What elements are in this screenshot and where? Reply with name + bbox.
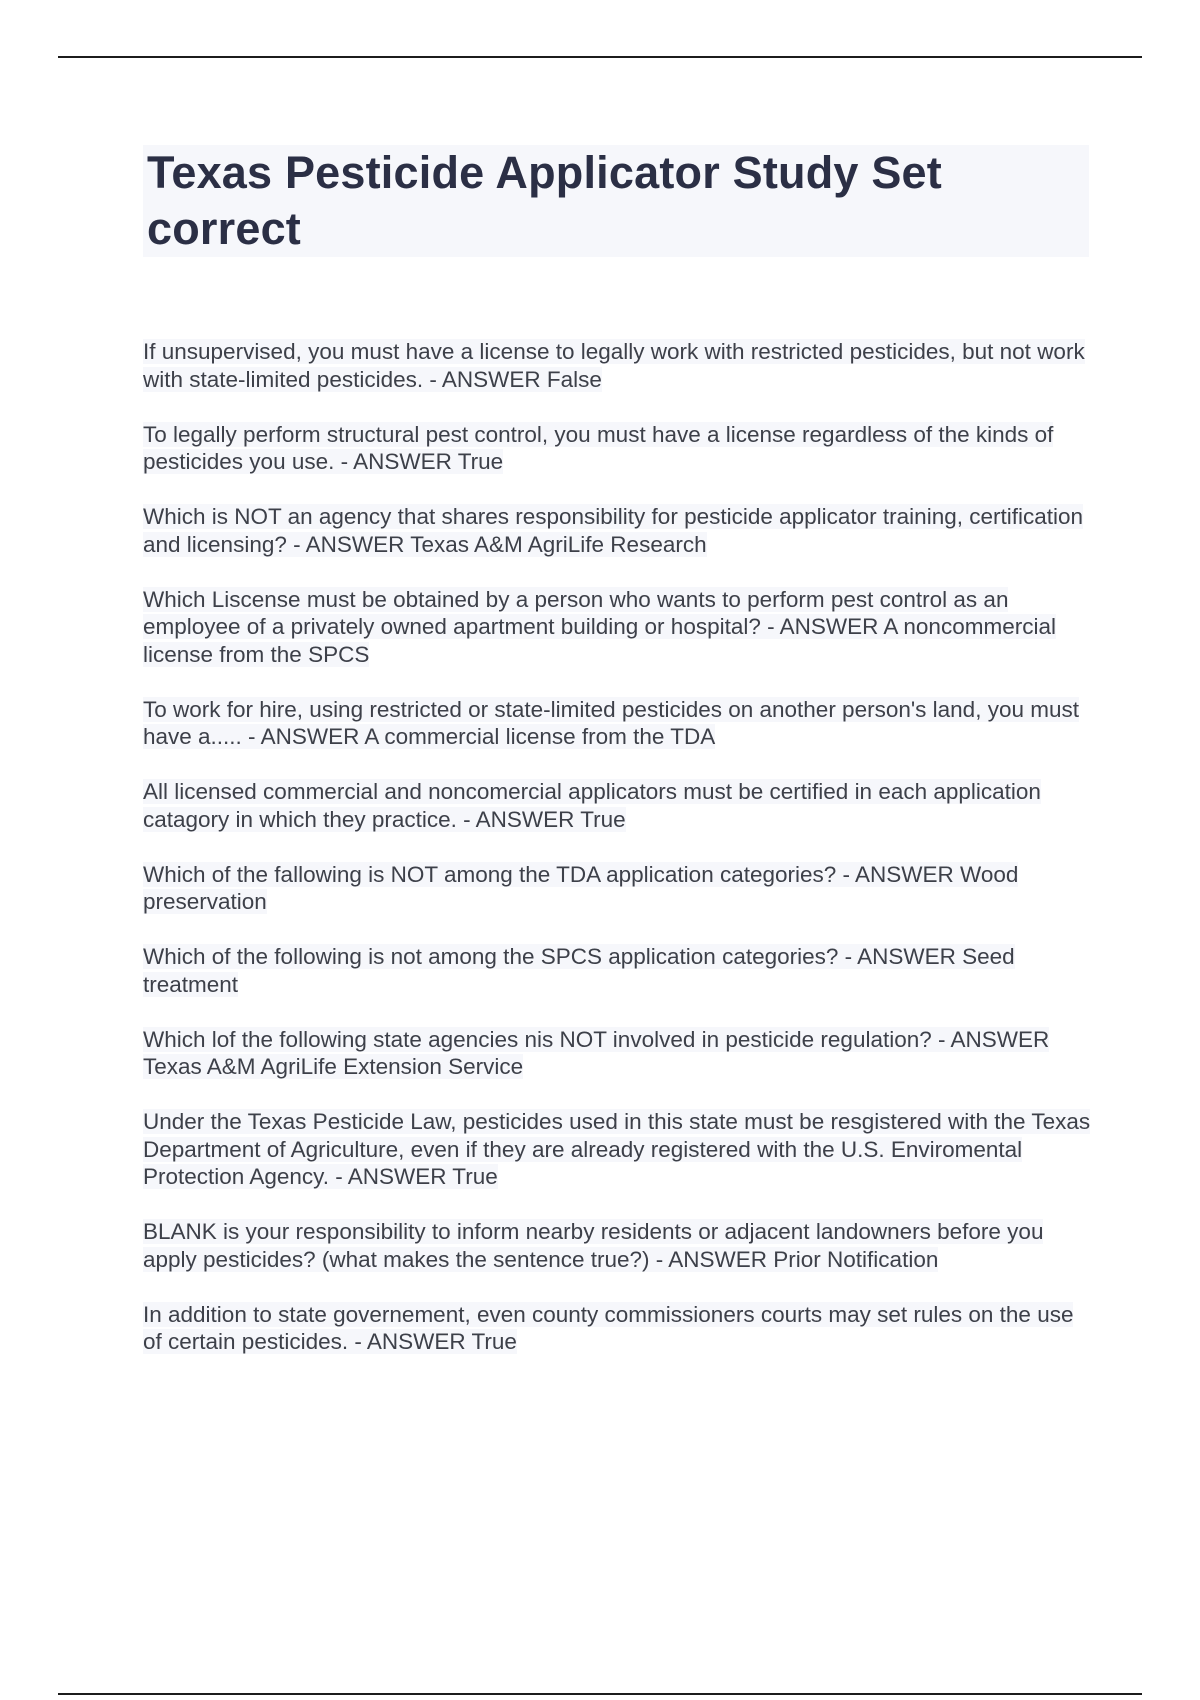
document-title: Texas Pesticide Applicator Study Set correct <box>147 147 942 254</box>
qa-item <box>143 338 1093 393</box>
bottom-rule <box>58 1693 1142 1695</box>
qa-list <box>143 338 1093 1383</box>
qa-item <box>143 503 1093 558</box>
qa-text: BLANK is your responsibility to inform nearby residents or adjacent landowners before you apply pesticides? (what makes the sentence true?) - ANSWER Prior Notification <box>143 1219 1044 1272</box>
qa-text: Under the Texas Pesticide Law, pesticides used in this state must be resgistered with the Texas Department of Agriculture, even if they are already registered with the U.S. Enviromental Protection Agency. - ANSWER True <box>143 1109 1091 1189</box>
qa-text: Which of the following is not among the SPCS application categories? - ANSWER Seed treatment <box>143 944 1015 997</box>
qa-text: All licensed commercial and noncomercial applicators must be certified in each application catagory in which they practice. - ANSWER True <box>143 779 1041 832</box>
qa-item <box>143 696 1093 751</box>
qa-item <box>143 421 1093 476</box>
qa-text: Which lof the following state agencies nis NOT involved in pesticide regulation? - ANSWER Texas A&M AgriLife Extension Service <box>143 1026 1050 1079</box>
qa-text: Which of the fallowing is NOT among the TDA application categories? - ANSWER Wood preservation <box>143 861 1019 914</box>
qa-text: If unsupervised, you must have a license to legally work with restricted pesticides, but not work with state-limited pesticides. - ANSWER False <box>143 339 1085 392</box>
qa-text: Which is NOT an agency that shares responsibility for pesticide applicator training, certification and licensing? - ANSWER Texas A&M AgriLife Research <box>143 504 1084 557</box>
qa-item <box>143 778 1093 833</box>
qa-text: In addition to state governement, even county commissioners courts may set rules on the use of certain pesticides. - ANSWER True <box>143 1301 1074 1354</box>
qa-text: To work for hire, using restricted or state-limited pesticides on another person's land, you must have a..... - ANSWER A commercial license from the TDA <box>143 696 1079 749</box>
qa-text: To legally perform structural pest control, you must have a license regardless of the kinds of pesticides you use. - ANSWER True <box>143 421 1054 474</box>
qa-item <box>143 943 1093 998</box>
qa-item <box>143 1218 1093 1273</box>
title-block <box>143 145 1089 257</box>
qa-item <box>143 1026 1093 1081</box>
top-rule <box>58 56 1142 58</box>
qa-item <box>143 1108 1093 1191</box>
qa-text: Which Liscense must be obtained by a person who wants to perform pest control as an employee of a privately owned apartment building or hospital? - ANSWER A noncommercial license from the SPCS <box>143 586 1056 667</box>
qa-item <box>143 586 1093 669</box>
qa-item <box>143 1301 1093 1356</box>
qa-item <box>143 861 1093 916</box>
